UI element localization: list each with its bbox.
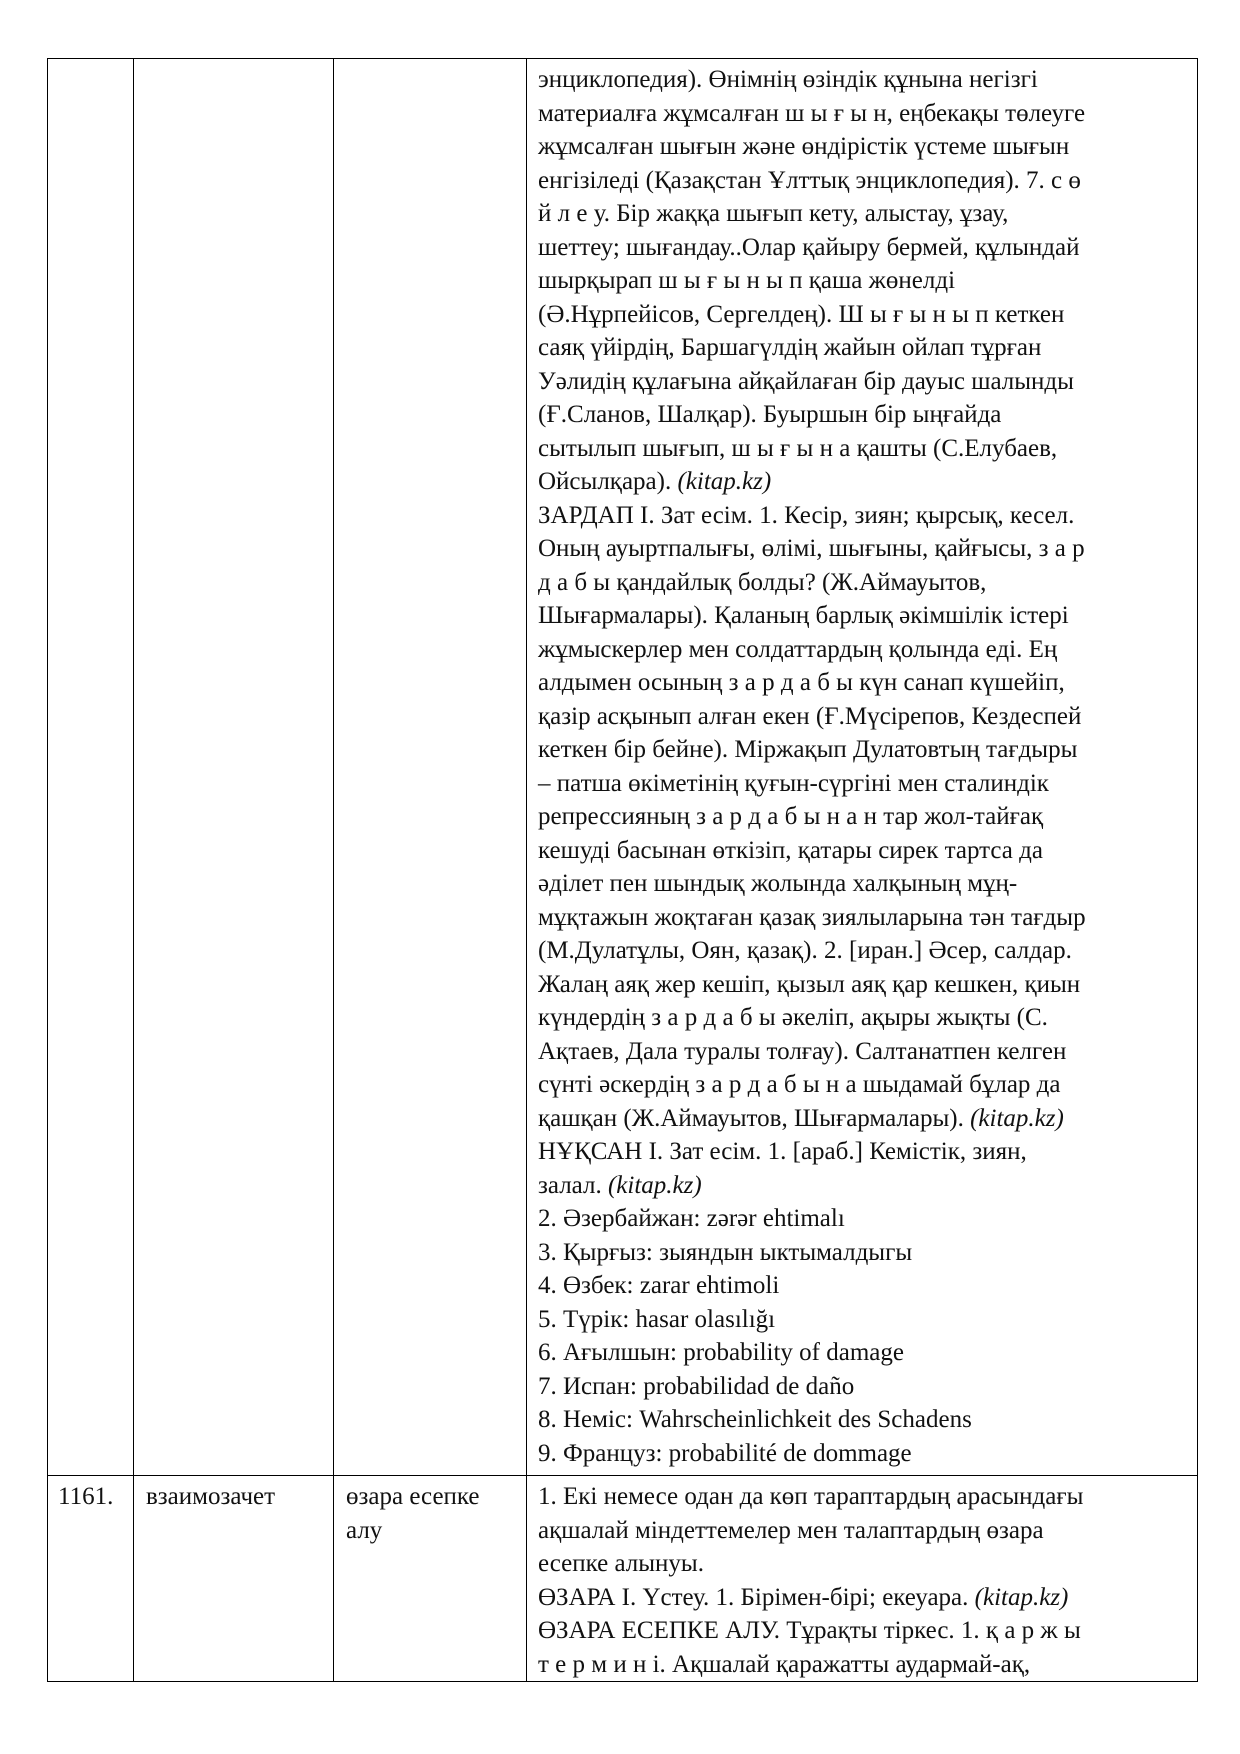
definition-line: сүнті әскердің з а р д а б ы н а шыдамай бұлар да xyxy=(538,1071,1061,1098)
definition-line: жұмыскерлер мен солдаттардың қолында еді. Ең xyxy=(538,635,1058,663)
definition-line: репрессияның з а р д а б ы н а н тар жол-тайғақ xyxy=(538,803,1044,830)
entry-number-cell: 1161. xyxy=(48,1476,134,1682)
entry-number-cell xyxy=(48,59,134,1476)
definition-line: (Ғ.Сланов, Шалқар). Буыршын бір ыңғайда xyxy=(538,401,1002,428)
definition-cell xyxy=(527,59,1198,1476)
definition-line: энциклопедия). Өнімнің өзіндік құнына негізгі xyxy=(538,66,1038,93)
definition-line: (Ә.Нұрпейісов, Сергелдең). Ш ы ғ ы н ы п кеткен xyxy=(538,300,1065,328)
source-reference: (kitap.kz) xyxy=(607,1171,702,1199)
definition-text: қашқан (Ж.Аймауытов, Шығармалары). xyxy=(538,1104,971,1132)
translation-line: 5. Түрік: hasar olasılığı xyxy=(538,1305,776,1333)
definition-line xyxy=(538,1581,1185,1615)
translation-line: 6. Ағылшын: probability of damage xyxy=(538,1339,904,1366)
definition-line: НҰҚСАН I. Зат есім. 1. [араб.] Кемістік, зиян, xyxy=(538,1138,1027,1165)
definition-line: (М.Дулатұлы, Оян, қазақ). 2. [иран.] Әсер, салдар. xyxy=(538,937,1072,964)
definition-line: – патша өкіметінің қуғын-сүргіні мен сталиндік xyxy=(538,769,1049,797)
source-reference: (kitap.kz) xyxy=(970,1104,1064,1132)
glossary-table xyxy=(47,58,1198,1682)
definition-line: ақшалай міндеттемелер мен талаптардың өзара xyxy=(538,1516,1044,1544)
definition-line: енгізіледі (Қазақстан Ұлттық энциклопедия). 7. с ө xyxy=(538,166,1081,194)
russian-term-cell: взаимозачет xyxy=(134,1476,334,1682)
definition-line: саяқ үйірдің, Баршагүлдің жайын ойлап тұрған xyxy=(538,334,1042,361)
translation-line: 3. Қырғыз: зыяндын ыктымалдыгы xyxy=(538,1238,913,1266)
definition-line: шырқырап ш ы ғ ы н ы п қаша жөнелді xyxy=(538,267,956,294)
definition-line: т е р м и н і. Ақшалай қаражатты аудармай-ақ, xyxy=(538,1650,1031,1678)
definition-line: ӨЗАРА ЕСЕПКЕ АЛУ. Тұрақты тіркес. 1. қ а р ж ы xyxy=(538,1617,1081,1644)
source-reference: (kitap.kz) xyxy=(677,468,772,495)
definition-line: Оның ауыртпалығы, өлімі, шығыны, қайғысы, з а р xyxy=(538,535,1085,562)
definition-line: Уәлидің құлағына айқайлаған бір дауыс шалынды xyxy=(538,367,1074,395)
translation-line: 4. Өзбек: zarar ehtimoli xyxy=(538,1272,780,1299)
definition-line: есепке алынуы. xyxy=(538,1550,704,1577)
definition-line: сытылып шығып, ш ы ғ ы н а қашты (С.Елубаев, xyxy=(538,434,1058,462)
definition-line xyxy=(538,465,1185,499)
definition-line: алдымен осының з а р д а б ы күн санап күшейіп, xyxy=(538,669,1065,696)
definition-line: Шығармалары). Қаланың барлық әкімшілік істері xyxy=(538,602,1069,629)
definition-line: ЗАРДАП I. Зат есім. 1. Кесір, зиян; қырсық, кесел. xyxy=(538,501,1075,529)
translation-line: 7. Испан: probabilidad de daño xyxy=(538,1372,855,1400)
table-row-continued xyxy=(48,59,1198,1476)
definition-line xyxy=(538,1102,1185,1136)
definition-line: кеткен бір бейне). Міржақып Дулатовтың тағдыры xyxy=(538,736,1078,763)
definition-text: ӨЗАРА I. Үстеу. 1. Бірімен-бірі; екеуара. xyxy=(538,1583,975,1611)
russian-term-cell xyxy=(134,59,334,1476)
translation-line: 9. Француз: probabilité de dommage xyxy=(538,1439,912,1467)
definition-line: шеттеу; шығандау..Олар қайыру бермей, құлындай xyxy=(538,233,1080,261)
kazakh-term-cell xyxy=(334,1476,527,1682)
definition-line: күндердің з а р д а б ы әкеліп, ақыры жықты (С. xyxy=(538,1004,1048,1031)
definition-line: д а б ы қандайлық болды? (Ж.Аймауытов, xyxy=(538,568,987,596)
definition-line: кешуді басынан өткізіп, қатары сирек тартса да xyxy=(538,836,1043,864)
source-reference: (kitap.kz) xyxy=(974,1583,1069,1611)
definition-line: Жалаң аяқ жер кешіп, қызыл аяқ қар кешкен, қиын xyxy=(538,970,1081,998)
definition-line: мұқтажын жоқтаған қазақ зиялыларына тән тағдыр xyxy=(538,903,1086,931)
translation-line: 2. Әзербайжан: zərər ehtimalı xyxy=(538,1205,845,1232)
definition-line: материалға жұмсалған ш ы ғ ы н, еңбекақы төлеуге xyxy=(538,99,1086,127)
definition-line: й л е у. Бір жаққа шығып кету, алыстау, ұзау, xyxy=(538,200,1009,227)
table-row-1161 xyxy=(48,1476,1198,1682)
definition-line: әділет пен шындық жолында халқының мұң- xyxy=(538,870,1018,897)
definition-cell xyxy=(527,1476,1198,1682)
definition-text: Ойсылқара). xyxy=(538,468,678,495)
definition-line: 1. Екі немесе одан да көп тараптардың арасындағы xyxy=(538,1483,1084,1510)
definition-line: қазір асқынып алған екен (Ғ.Мүсірепов, Кездеспей xyxy=(538,702,1082,730)
definition-text: залал. xyxy=(538,1171,608,1199)
definition-line: Ақтаев, Дала туралы толғау). Салтанатпен келген xyxy=(538,1037,1067,1065)
kazakh-term-line: өзара есепке xyxy=(346,1483,480,1510)
definition-line xyxy=(538,1169,1185,1203)
kazakh-term-line: алу xyxy=(346,1516,383,1544)
kazakh-term-cell xyxy=(334,59,527,1476)
definition-line: жұмсалған шығын және өндірістік үстеме шығын xyxy=(538,133,1070,160)
translation-line: 8. Неміс: Wahrscheinlichkeit des Schadens xyxy=(538,1406,972,1433)
